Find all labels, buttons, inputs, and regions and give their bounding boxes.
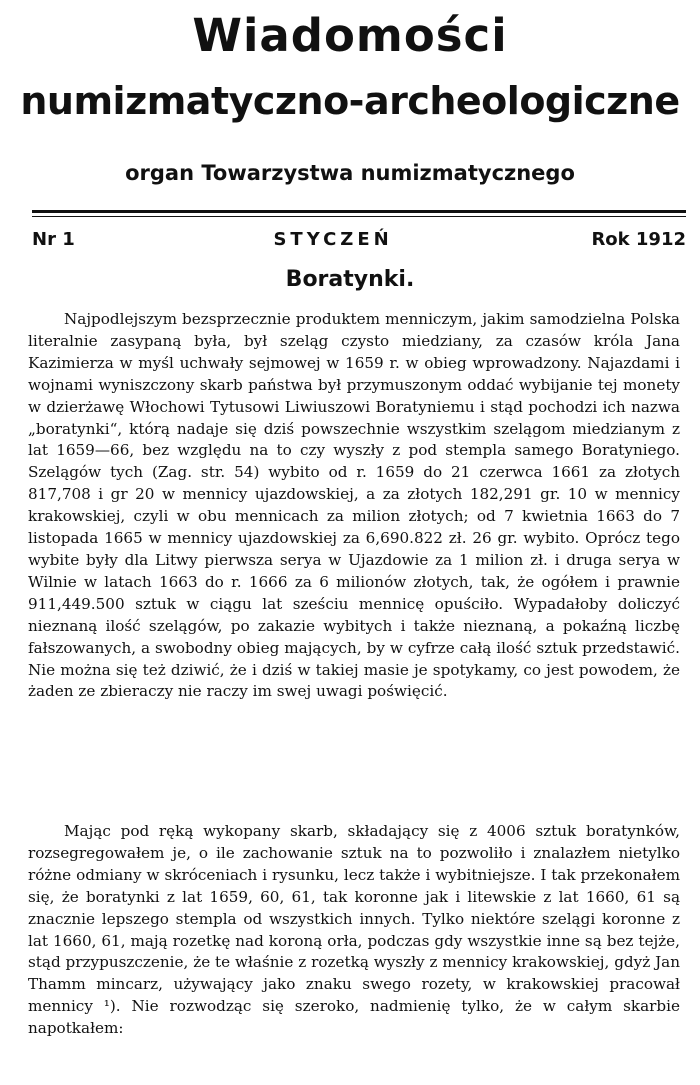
journal-organ-line: organ Towarzystwa numizmatycznego (125, 161, 575, 185)
header-rule-thick (32, 210, 686, 213)
journal-subtitle: numizmatyczno-archeologiczne (20, 79, 680, 123)
article-paragraph-1: Najpodlejszym bezsprzecznie produktem menniczym, jakim samodzielna Polska literalnie zasypaną była, był szeląg czysto miedziany, za czasów króla Jana Kazimierza w myśl uchwały sejmowej w 1659 r. w obieg wprowadzony. Najazdami i wojnami wyniszczony skarb państwa był przymuszonym oddać wybijanie tej monety w dzierżawę Włochowi Tytusowi Liwiuszowi Boratyniemu i stąd pochodzi ich nazwa „boratynki“, którą nadaje się dziś powszechnie wszystkim szelągom miedzianym z lat 1659—66, bez względu na to czy wyszły z pod stempla samego Boratyniego. Szelągów tych (Zag. str. 54) wybito od r. 1659 do 21 czerwca 1661 za złotych 817,708 i gr 20 w mennicy ujazdowskiej, a za złotych 182,291 gr. 10 w mennicy krakowskiej, czyli w obu mennicach za milion złotych; od 7 kwietnia 1663 do 7 listopada 1665 w mennicy ujazdowskiej za 6,690.822 zł. 26 gr. wybito. Oprócz tego wybite były dla Litwy pierwsza serya w Ujazdowie za 1 milion zł. i druga serya w Wilnie w latach 1663 do r. 1666 za 6 milionów złotych, tak, że ogółem i prawnie 911,449.500 sztuk w ciągu lat sześciu mennicę opuściło. Wypadałoby doliczyć nieznaną ilość szelągów, po zakazie wybitych i także nieznaną, a pokaźną liczbę fałszowanych, a swobodny obieg mających, by w cyfrze całą ilość sztuk przedstawić. Nie można się też dziwić, że i dziś w takiej masie je spotykamy, co jest powodem, że żaden ze zbieraczy nie raczy im swej uwagi poświęcić. (28, 310, 680, 701)
article-paragraph-2: Mając pod ręką wykopany skarb, składający się z 4006 sztuk boratynków, rozsegregowałem je, o ile zachowanie sztuk na to pozwoliło i znalazłem nietylko różne odmiany w skróceniach i rysunku, lecz także i wybitniejsze. I tak przekonałem się, że boratynki z lat 1659, 60, 61, tak koronne jak i litewskie z lat 1660, 61 są znacznie lepszego stempla od wszystkich innych. Tylko niektóre szelągi koronne z lat 1660, 61, mają rozetkę nad koroną orła, podczas gdy wszystkie inne są bez tejże, stąd przypuszczenie, że te właśnie z rozetką wyszły z mennicy krakowskiej, gdyż Jan Thamm mincarz, używający jako znaku swego rozety, w krakowskiej pracował mennicy ¹). Nie rozwodząc się szeroko, nadmienię tylko, że w całym skarbie napotkałem: (28, 822, 680, 1038)
issue-year: Rok 1912 (591, 229, 686, 250)
journal-title: Wiadomości (192, 9, 508, 62)
header-rule-thin (32, 216, 686, 217)
issue-number: Nr 1 (32, 229, 75, 250)
issue-info-row (32, 229, 686, 250)
issue-month: STYCZEŃ (273, 229, 393, 250)
article-title: Boratynki. (285, 267, 415, 292)
